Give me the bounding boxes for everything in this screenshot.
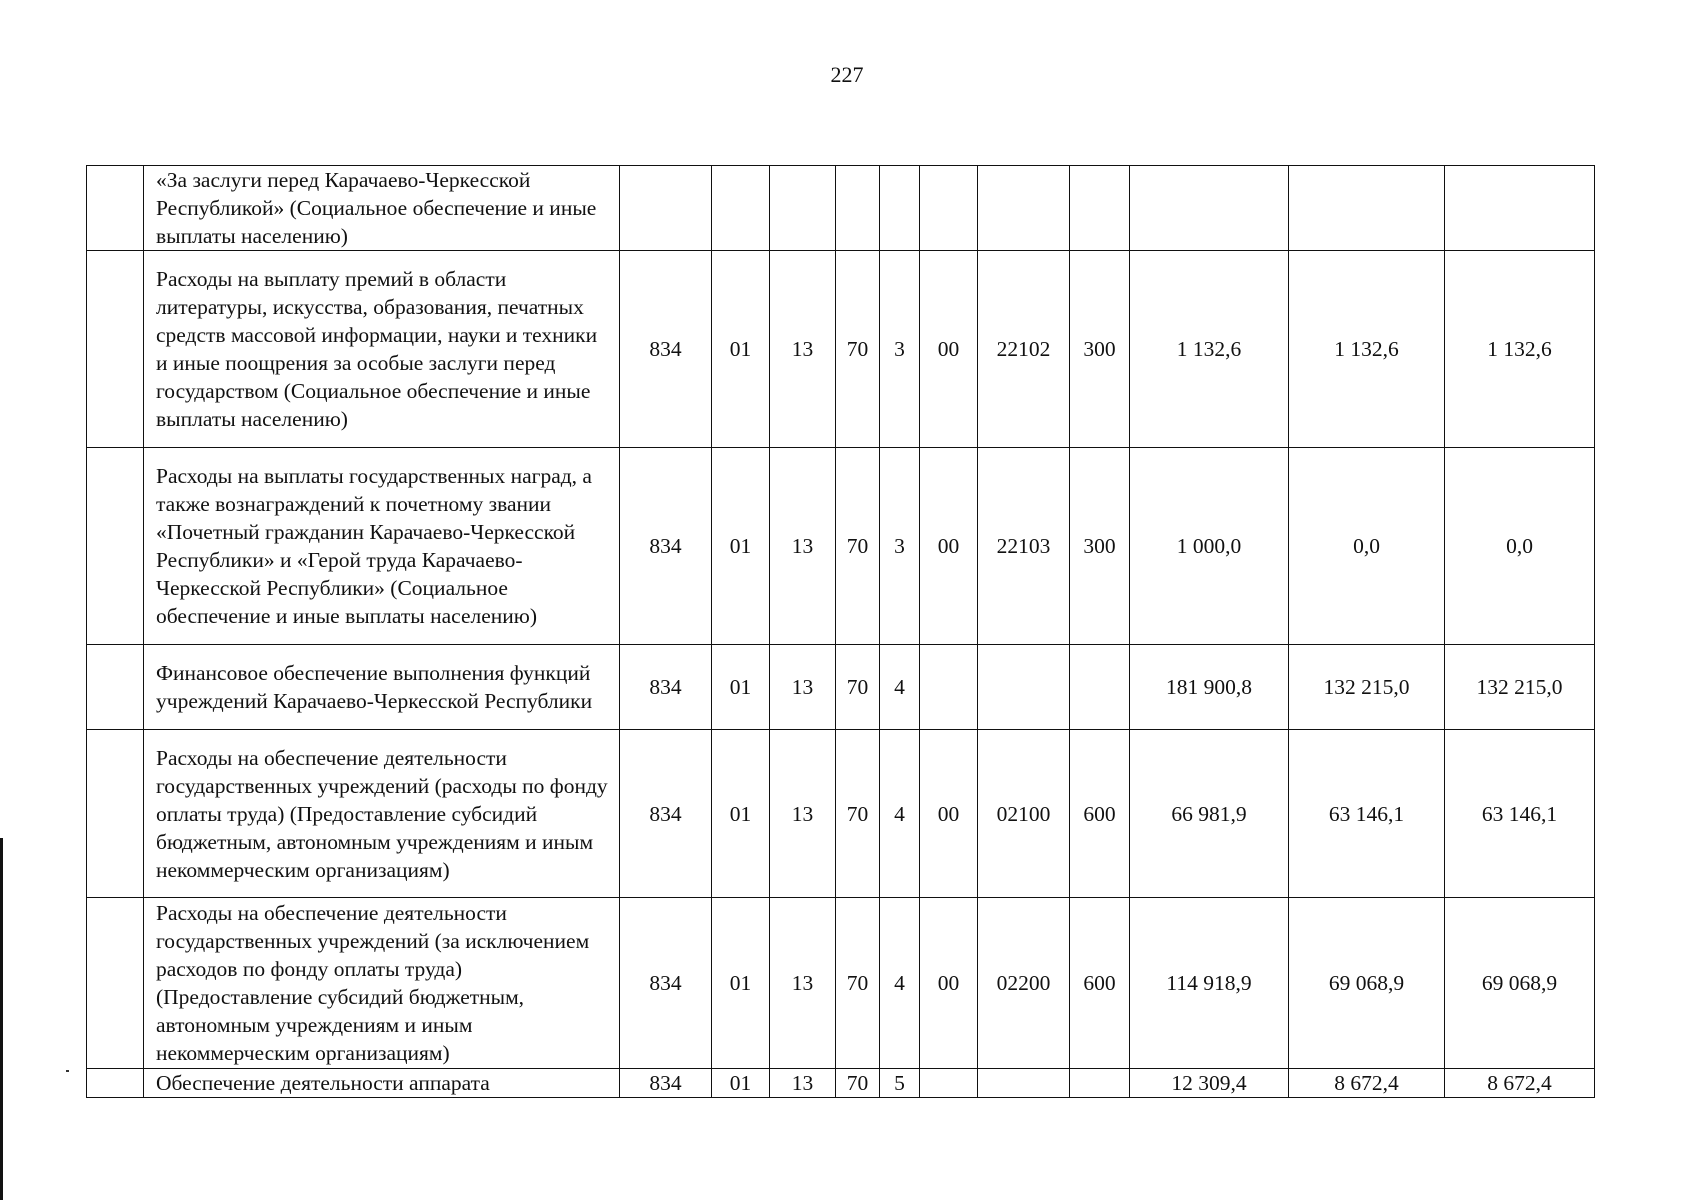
expense-name-cell: «За заслуги перед Карачаево-Черкесской Республикой» (Социальное обеспечение и иные выплаты населению) (144, 166, 620, 251)
direction-code-cell (920, 645, 978, 730)
ministry-code-cell: 834 (620, 730, 712, 898)
subsection-code-cell: 13 (770, 898, 836, 1069)
program-code-cell: 70 (836, 448, 880, 645)
direction-code-cell: 00 (920, 898, 978, 1069)
amount-year-3-cell: 69 068,9 (1445, 898, 1595, 1069)
table-row (87, 730, 1595, 898)
direction-code-cell: 00 (920, 251, 978, 448)
ministry-code-cell: 834 (620, 251, 712, 448)
program-code-cell: 70 (836, 1069, 880, 1098)
table-row (87, 448, 1595, 645)
expense-type-code-cell: 600 (1070, 898, 1130, 1069)
amount-year-2-cell: 69 068,9 (1289, 898, 1445, 1069)
subprogram-code-cell: 4 (880, 898, 920, 1069)
amount-year-1-cell: 114 918,9 (1130, 898, 1289, 1069)
direction-code-cell: 00 (920, 730, 978, 898)
expense-type-code-cell (1070, 166, 1130, 251)
page-number: 227 (830, 62, 864, 87)
expense-name-cell: Расходы на выплаты государственных наград, а также вознаграждений к почетному звании «Почетный гражданин Карачаево-Черкесской Республики» и «Герой труда Карачаево-Черкесской Республики» (Социальное обеспечение и иные выплаты населению) (144, 448, 620, 645)
expense-code-cell (978, 1069, 1070, 1098)
row-index-cell (87, 448, 144, 645)
ministry-code-cell: 834 (620, 448, 712, 645)
subprogram-code-cell: 4 (880, 645, 920, 730)
table-row (87, 1069, 1595, 1098)
amount-year-1-cell: 1 000,0 (1130, 448, 1289, 645)
expense-type-code-cell: 300 (1070, 448, 1130, 645)
amount-year-3-cell: 132 215,0 (1445, 645, 1595, 730)
amount-year-1-cell: 12 309,4 (1130, 1069, 1289, 1098)
row-index-cell (87, 730, 144, 898)
table-row (87, 898, 1595, 1069)
expense-type-code-cell: 300 (1070, 251, 1130, 448)
section-code-cell: 01 (712, 645, 770, 730)
section-code-cell: 01 (712, 898, 770, 1069)
expense-name-cell: Расходы на обеспечение деятельности государственных учреждений (за исключением расходов по фонду оплаты труда) (Предоставление субсидий бюджетным, автономным учреждениям и иным некоммерческим организациям) (144, 898, 620, 1069)
amount-year-3-cell (1445, 166, 1595, 251)
program-code-cell: 70 (836, 645, 880, 730)
ministry-code-cell: 834 (620, 898, 712, 1069)
amount-year-3-cell: 1 132,6 (1445, 251, 1595, 448)
expense-code-cell: 22102 (978, 251, 1070, 448)
budget-table (86, 165, 1595, 1098)
amount-year-1-cell (1130, 166, 1289, 251)
expense-code-cell (978, 166, 1070, 251)
section-code-cell: 01 (712, 448, 770, 645)
scan-edge-bar (0, 838, 3, 1200)
expense-code-cell: 02100 (978, 730, 1070, 898)
amount-year-2-cell: 63 146,1 (1289, 730, 1445, 898)
expense-name-cell: Расходы на выплату премий в области литературы, искусства, образования, печатных средств массовой информации, науки и техники и иные поощрения за особые заслуги перед государством (Социальное обеспечение и иные выплаты населению) (144, 251, 620, 448)
expense-name-cell: Расходы на обеспечение деятельности государственных учреждений (расходы по фонду оплаты труда) (Предоставление субсидий бюджетным, автономным учреждениям и иным некоммерческим организациям) (144, 730, 620, 898)
subsection-code-cell: 13 (770, 730, 836, 898)
amount-year-3-cell: 63 146,1 (1445, 730, 1595, 898)
subprogram-code-cell (880, 166, 920, 251)
amount-year-2-cell (1289, 166, 1445, 251)
row-index-cell (87, 166, 144, 251)
amount-year-1-cell: 1 132,6 (1130, 251, 1289, 448)
section-code-cell (712, 166, 770, 251)
section-code-cell: 01 (712, 251, 770, 448)
expense-code-cell: 02200 (978, 898, 1070, 1069)
table-row (87, 645, 1595, 730)
subprogram-code-cell: 4 (880, 730, 920, 898)
amount-year-3-cell: 0,0 (1445, 448, 1595, 645)
expense-type-code-cell (1070, 1069, 1130, 1098)
subsection-code-cell: 13 (770, 448, 836, 645)
subprogram-code-cell: 3 (880, 448, 920, 645)
table-row (87, 166, 1595, 251)
row-index-cell (87, 251, 144, 448)
program-code-cell: 70 (836, 898, 880, 1069)
expense-name-cell: Обеспечение деятельности аппарата (144, 1069, 620, 1098)
ministry-code-cell (620, 166, 712, 251)
table-row (87, 251, 1595, 448)
ministry-code-cell: 834 (620, 1069, 712, 1098)
row-index-cell (87, 898, 144, 1069)
direction-code-cell (920, 166, 978, 251)
subprogram-code-cell: 3 (880, 251, 920, 448)
program-code-cell: 70 (836, 251, 880, 448)
row-index-cell (87, 1069, 144, 1098)
ministry-code-cell: 834 (620, 645, 712, 730)
subsection-code-cell (770, 166, 836, 251)
amount-year-2-cell: 0,0 (1289, 448, 1445, 645)
amount-year-2-cell: 8 672,4 (1289, 1069, 1445, 1098)
section-code-cell: 01 (712, 730, 770, 898)
subsection-code-cell: 13 (770, 645, 836, 730)
amount-year-1-cell: 181 900,8 (1130, 645, 1289, 730)
program-code-cell (836, 166, 880, 251)
scan-speck (66, 1070, 69, 1072)
section-code-cell: 01 (712, 1069, 770, 1098)
row-index-cell (87, 645, 144, 730)
expense-name-cell: Финансовое обеспечение выполнения функций учреждений Карачаево-Черкесской Республики (144, 645, 620, 730)
expense-type-code-cell (1070, 645, 1130, 730)
direction-code-cell: 00 (920, 448, 978, 645)
amount-year-3-cell: 8 672,4 (1445, 1069, 1595, 1098)
expense-type-code-cell: 600 (1070, 730, 1130, 898)
subprogram-code-cell: 5 (880, 1069, 920, 1098)
amount-year-2-cell: 132 215,0 (1289, 645, 1445, 730)
program-code-cell: 70 (836, 730, 880, 898)
amount-year-1-cell: 66 981,9 (1130, 730, 1289, 898)
subsection-code-cell: 13 (770, 251, 836, 448)
expense-code-cell (978, 645, 1070, 730)
subsection-code-cell: 13 (770, 1069, 836, 1098)
expense-code-cell: 22103 (978, 448, 1070, 645)
direction-code-cell (920, 1069, 978, 1098)
table-body (87, 166, 1595, 1098)
amount-year-2-cell: 1 132,6 (1289, 251, 1445, 448)
